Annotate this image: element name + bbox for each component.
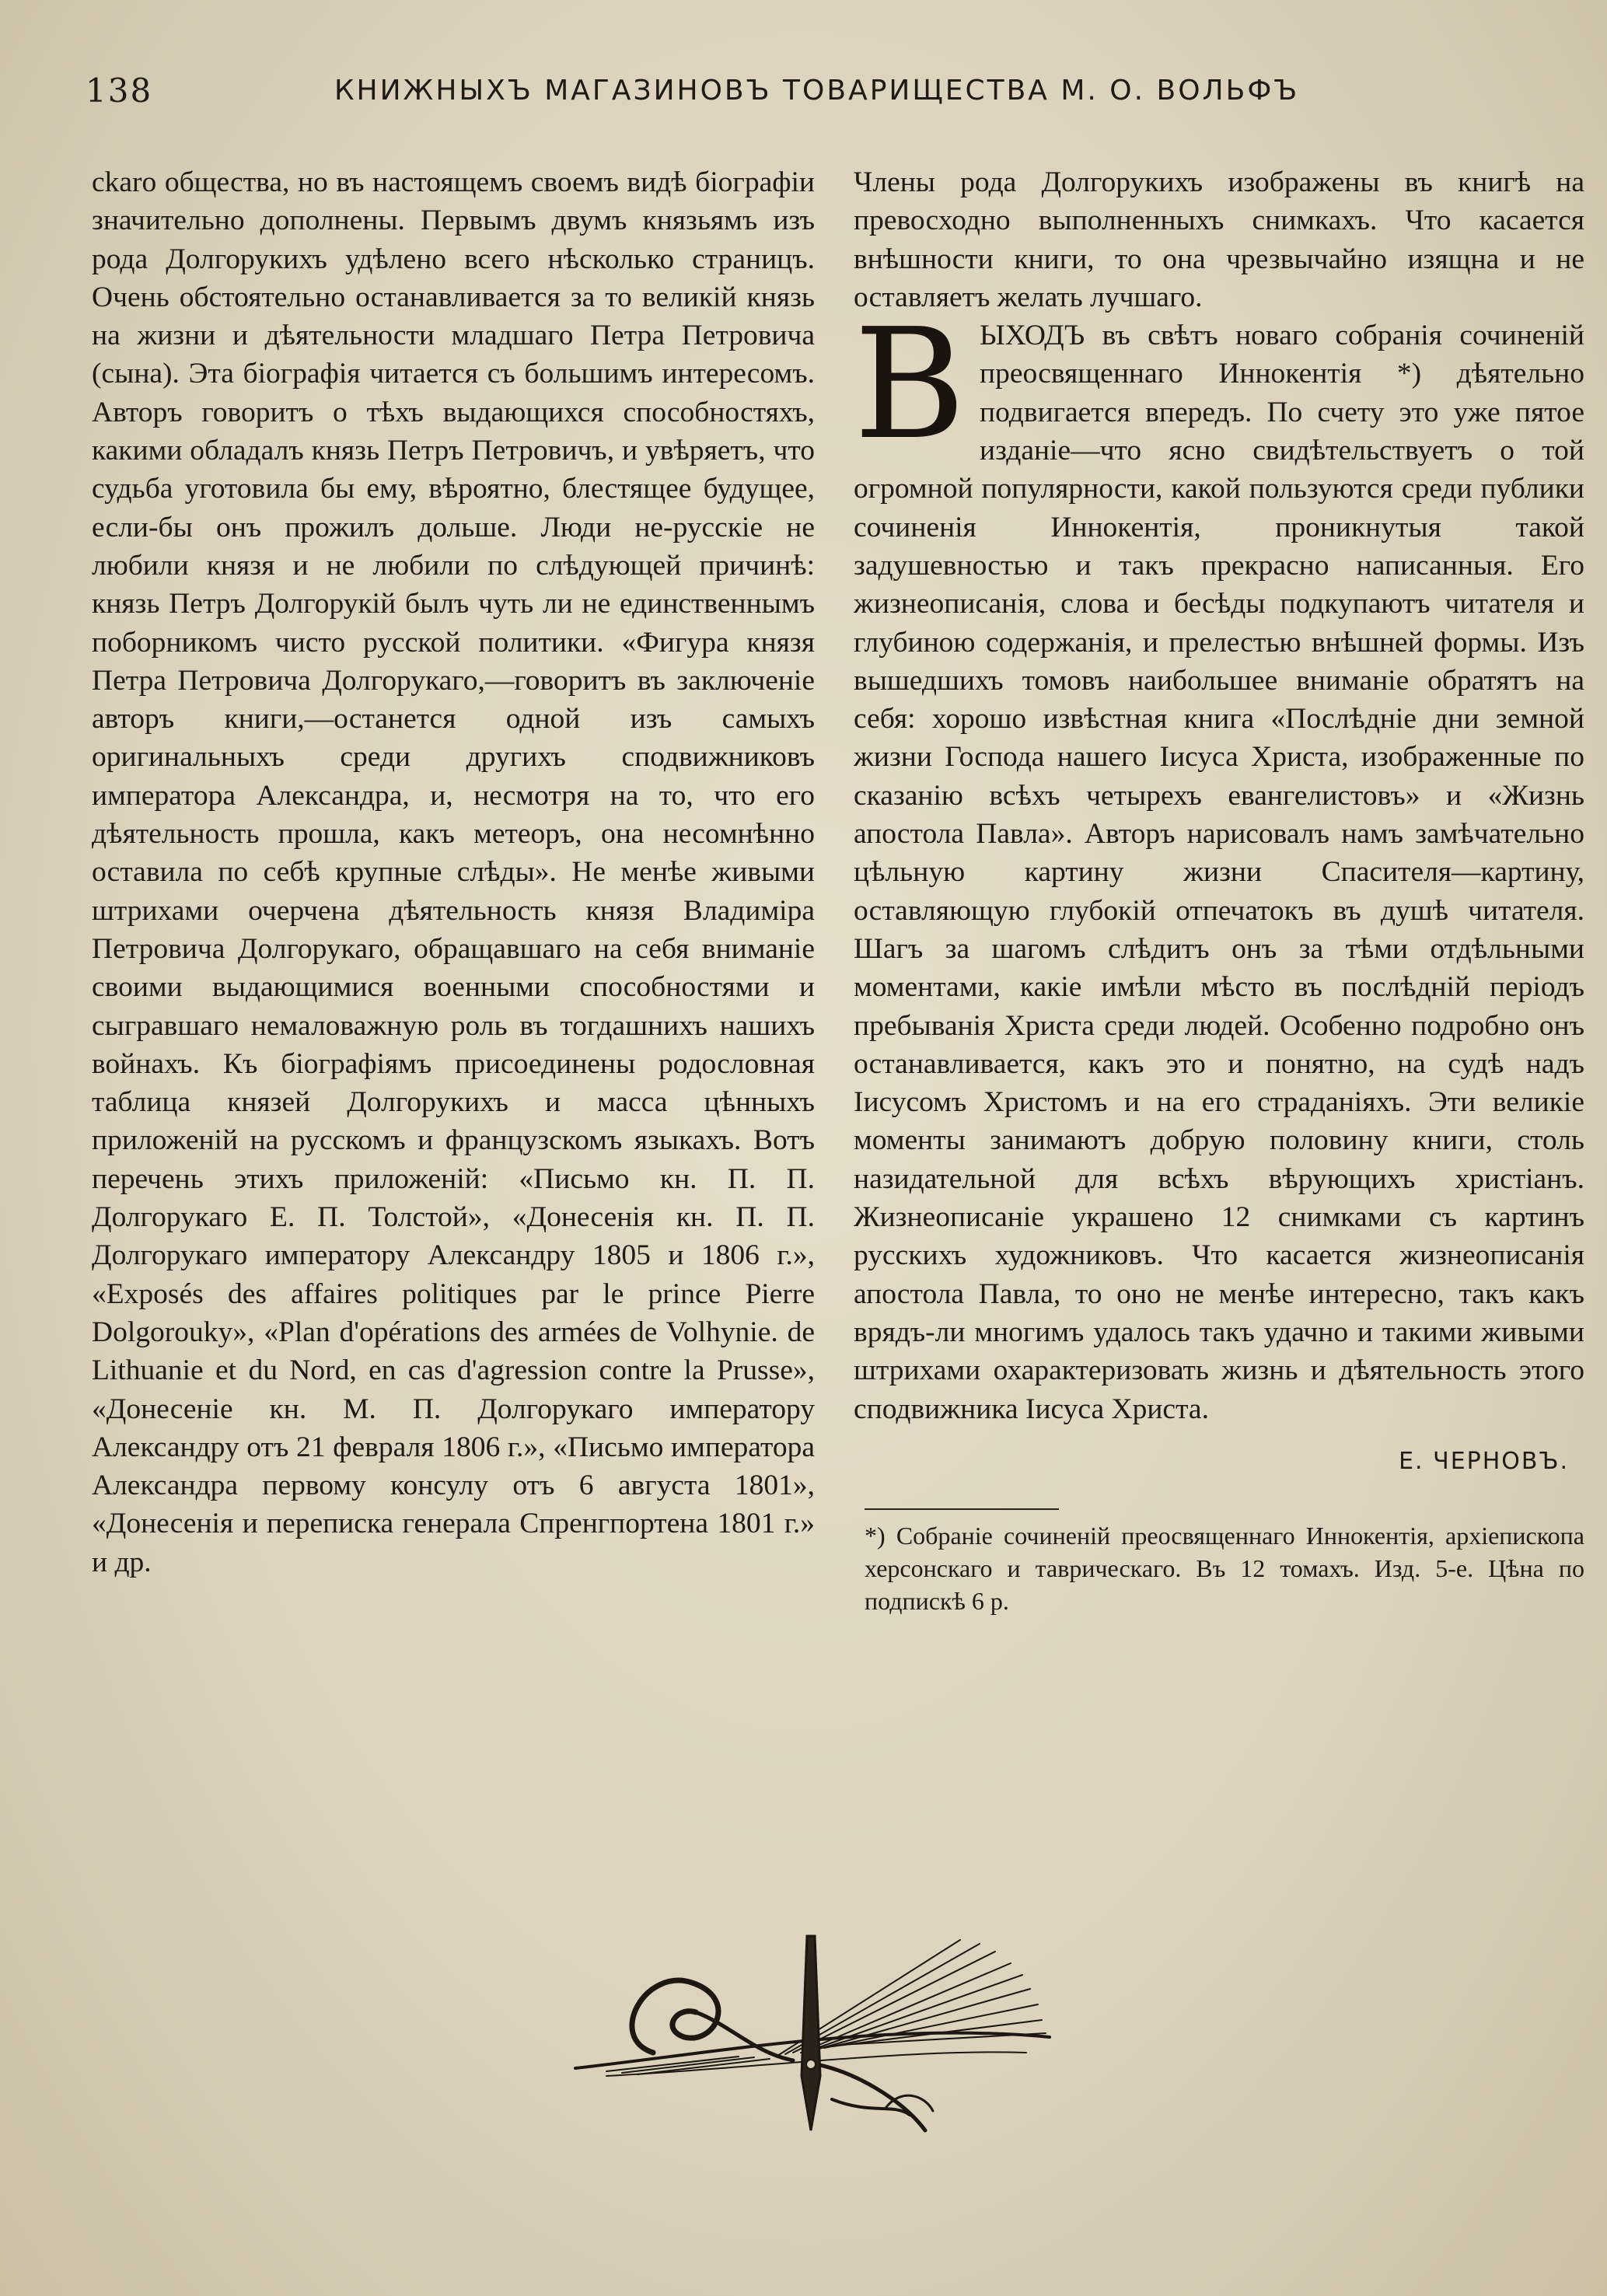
footnote-divider [865,1508,1059,1510]
author-signature: Е. ЧЕРНОВЪ. [1399,1447,1569,1475]
drop-cap: В [854,296,966,474]
left-column-text: ckaro общества, но въ настоящемъ своемъ видѣ біографіи значительно дополнены. Первымъ двумъ князьямъ изъ рода Долгорукихъ удѣлено всего нѣсколько страницъ. Очень обстоятельно останавливается за то великій князь на жизни и дѣятельности младшаго Петра Петровича (сына). Эта біографія читается съ большимъ интересомъ. Авторъ говоритъ о тѣхъ выдающихся способностяхъ, какими обладалъ князь Петръ Петровичъ, и увѣряетъ, что судьба уготовила бы ему, вѣроятно, блестящее будущее, если-бы онъ прожилъ дольше. Люди не-русскіе не любили князя и не любили по слѣдующей причинѣ: князь Петръ Долгорукій былъ чуть ли не единственнымъ поборникомъ чисто русской политики. «Фигура князя Петра Петровича Долгорукаго,—говоритъ въ заключеніе авторъ книги,—останется одной изъ самыхъ оригинальныхъ среди другихъ сподвижниковъ императора Александра, и, несмотря на то, что его дѣятельность прошла, какъ метеоръ, она несомнѣнно оставила по себѣ крупные слѣды». Не менѣе живыми штрихами очерчена дѣятельность князя Владиміра Петровича Долгорукаго, обращавшаго на себя вниманіе своими выдающимися военными способностями и сыгравшаго немаловажную роль въ тогдашнихъ нашихъ войнахъ. Къ біографіямъ присоединены родословная таблица князей Долгорукихъ и масса цѣнныхъ приложеній на русскомъ и французскомъ языкахъ. Вотъ перечень этихъ приложеній: «Письмо кн. П. П. Долгорукаго Е. П. Толстой», «Донесенія кн. П. П. Долгорукаго императору Александру 1805 и 1806 г.», «Exposés des affaires politiques par le prince Pierre Dolgorouky», «Plan d'opérations des armées de Volhynie. de Lithuanie et du Nord, en cas d'agression contre la Prusse», «Донесеніе кн. М. П. Долгорукаго императору Александру отъ 21 февраля 1806 г.», «Письмо императора Александра первому консулу отъ 6 августа 1801», «Донесенія и переписка генерала Спренгпортена 1801 г.» и др. [92,166,815,1578]
right-column-paragraph-1: Члены рода Долгорукихъ изображены въ книгѣ на превосходно выполненныхъ снимкахъ. Что касается внѣшности книги, то она чрезвычайно изящна и не оставляетъ желать лучшаго. [854,166,1584,313]
paragraph-lead-word: ЫХОДЪ [980,320,1085,352]
footnote: *) Собраніе сочиненій преосвященнаго Иннокентія, архіепископа херсонскаго и таврическаго. Въ 12 томахъ. Изд. 5-е. Цѣна по подпискѣ 6 р. [865,1522,1584,1616]
quill-pen-ornament-icon [560,1920,1057,2146]
right-column [854,163,1584,1617]
page-number: 138 [86,72,153,110]
paragraph-body: въ свѣтъ новаго собранія сочиненій преосвященнаго Иннокентія *) дѣятельно подвигается впередъ. По счету это уже пятое изданіе—что ясно свидѣтельствуетъ о той огромной популярности, какой пользуются среди публики сочиненія Иннокентія, проникнутыя такой задушевностью и такъ прекрасно написанныя. Его жизнеописанія, слова и бесѣды подкупаютъ читателя и глубиною содержанія, и прелестью внѣшней формы. Изъ вышедшихъ томовъ наибольшее вниманіе обратятъ на себя: хорошо извѣстная книга «Послѣдніе дни земной жизни Господа нашего Іисуса Христа, изображенные по сказанію всѣхъ четырехъ евангелистовъ» и «Жизнь апостола Павла». Авторъ нарисовалъ намъ замѣчательно цѣльную картину жизни Спасителя—картину, оставляющую глубокій отпечатокъ въ душѣ читателя. Шагъ за шагомъ слѣдитъ онъ за тѣми отдѣльными моментами, какіе имѣли мѣсто въ послѣдній періодъ пребыванія Христа среди людей. Особенно подробно онъ останавливается, какъ это и понятно, на судѣ надъ Іисусомъ Христомъ и на его страданіяхъ. Эти великіе моменты занимаютъ добрую половину книги, столь назидательной для всѣхъ вѣрующихъ христіанъ. Жизнеописаніе украшено 12 снимками съ картинъ русскихъ художниковъ. Что касается жизнеописанія апостола Павла, то оно не менѣе интересно, такъ какъ врядъ-ли многимъ удалось такъ удачно и такими живыми штрихами охарактеризовать жизнь и дѣятельность этого сподвижника Іисуса Христа. [854,320,1584,1425]
running-head: КНИЖНЫХЪ МАГАЗИНОВЪ ТОВАРИЩЕСТВА М. О. ВОЛЬФЪ [334,75,1300,107]
page-header [86,72,1578,126]
left-column [92,163,815,1581]
right-column-paragraph-2 [854,296,1584,1428]
